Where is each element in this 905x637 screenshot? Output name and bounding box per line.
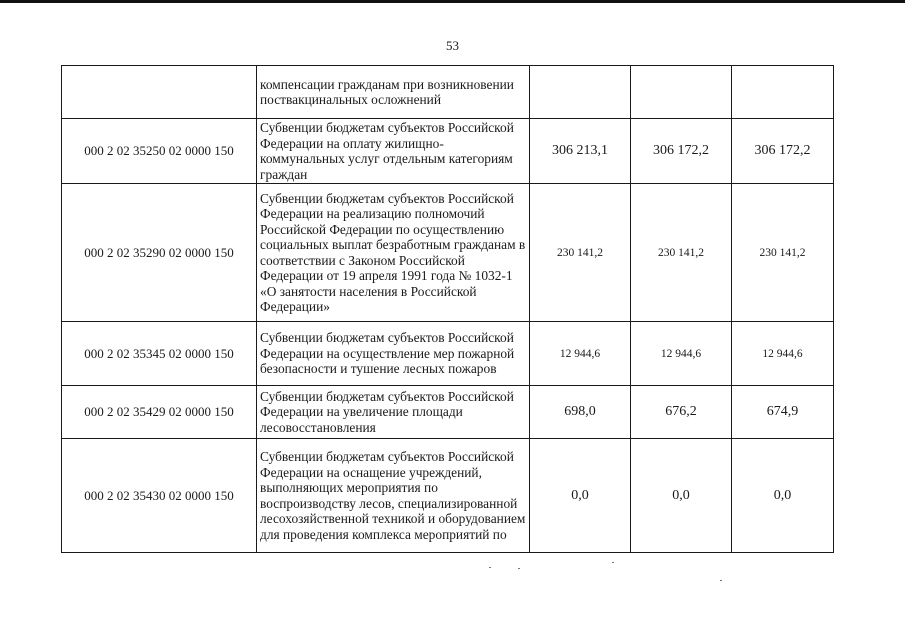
amount-cell-year-3: 0,0	[732, 439, 834, 553]
scan-speck	[518, 568, 520, 569]
amount-cell-year-2: 0,0	[631, 439, 732, 553]
budget-code-cell: 000 2 02 35250 02 0000 150	[62, 119, 257, 184]
amount-cell-year-2: 12 944,6	[631, 322, 732, 386]
table-row	[62, 386, 834, 439]
amount-cell-year-1: 306 213,1	[530, 119, 631, 184]
amount-cell-year-1: 230 141,2	[530, 184, 631, 322]
budget-code-cell: 000 2 02 35429 02 0000 150	[62, 386, 257, 439]
budget-code-cell: 000 2 02 35290 02 0000 150	[62, 184, 257, 322]
description-cell: Субвенции бюджетам субъектов Российской Федерации на реализацию полномочий Российской Федерации по осуществлению социальных выплат безработным гражданам в соответствии с Законом Российской Федерации от 19 апреля 1991 года № 1032-1 «О занятости населения в Российской Федерации»	[257, 184, 530, 322]
amount-cell-year-3: 12 944,6	[732, 322, 834, 386]
page-number: 53	[446, 38, 459, 53]
table-row	[62, 439, 834, 553]
budget-table	[61, 65, 834, 553]
amount-cell-year-2	[631, 66, 732, 119]
table-row	[62, 66, 834, 119]
amount-cell-year-2: 230 141,2	[631, 184, 732, 322]
amount-cell-year-3	[732, 66, 834, 119]
description-cell: Субвенции бюджетам субъектов Российской Федерации на оплату жилищно-коммунальных услуг отдельным категориям граждан	[257, 119, 530, 184]
scan-speck	[489, 567, 491, 568]
budget-code-cell	[62, 66, 257, 119]
description-cell: Субвенции бюджетам субъектов Российской Федерации на увеличение площади лесовосстановления	[257, 386, 530, 439]
amount-cell-year-2: 676,2	[631, 386, 732, 439]
budget-code-cell: 000 2 02 35430 02 0000 150	[62, 439, 257, 553]
table-row	[62, 322, 834, 386]
amount-cell-year-1: 12 944,6	[530, 322, 631, 386]
description-cell: Субвенции бюджетам субъектов Российской Федерации на оснащение учреждений, выполняющих мероприятия по воспроизводству лесов, специализированной лесохозяйственной техникой и оборудованием для проведения комплекса мероприятий по	[257, 439, 530, 553]
table-row	[62, 184, 834, 322]
amount-cell-year-1	[530, 66, 631, 119]
amount-cell-year-1: 0,0	[530, 439, 631, 553]
amount-cell-year-3: 674,9	[732, 386, 834, 439]
scan-speck	[612, 562, 614, 563]
scan-top-edge	[0, 0, 905, 3]
amount-cell-year-2: 306 172,2	[631, 119, 732, 184]
budget-code-cell: 000 2 02 35345 02 0000 150	[62, 322, 257, 386]
amount-cell-year-1: 698,0	[530, 386, 631, 439]
amount-cell-year-3: 306 172,2	[732, 119, 834, 184]
description-cell: компенсации гражданам при возникновении поствакцинальных осложнений	[257, 66, 530, 119]
table-row	[62, 119, 834, 184]
scan-speck	[720, 580, 722, 581]
amount-cell-year-3: 230 141,2	[732, 184, 834, 322]
description-cell: Субвенции бюджетам субъектов Российской Федерации на осуществление мер пожарной безопасности и тушение лесных пожаров	[257, 322, 530, 386]
